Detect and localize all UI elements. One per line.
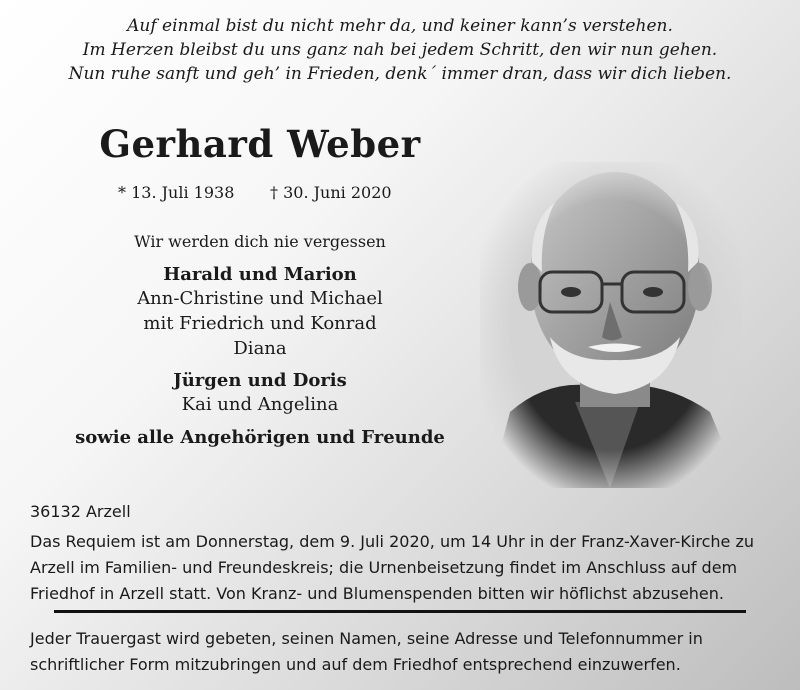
mourner-group-lead: Harald und Marion <box>163 264 357 285</box>
mourners-intro: Wir werden dich nie vergessen <box>134 232 386 251</box>
guest-note <box>30 626 778 678</box>
birth-date: * 13. Juli 1938 <box>118 183 235 202</box>
mourner-line: Kai und Angelina <box>181 394 339 415</box>
mourner-group-lead: Jürgen und Doris <box>173 370 347 391</box>
poem-line: Nun ruhe sanft und geh’ in Frieden, denk´ immer dran, dass wir dich lieben. <box>68 64 732 84</box>
mourners-block <box>0 232 520 448</box>
requiem-line: Arzell im Familien- und Freundeskreis; die Urnenbeisetzung findet im Anschluss auf dem <box>30 558 738 577</box>
poem-line: Im Herzen bleibst du uns ganz nah bei jedem Schritt, den wir nun gehen. <box>82 40 718 60</box>
mourner-line: mit Friedrich und Konrad <box>143 313 377 334</box>
death-date: † 30. Juni 2020 <box>270 183 392 202</box>
mourner-line: Diana <box>233 338 287 359</box>
note-line: schriftlicher Form mitzubringen und auf dem Friedhof entsprechend einzuwerfen. <box>30 655 681 674</box>
mourner-line: Ann-Christine und Michael <box>137 288 383 309</box>
portrait-photo <box>480 162 742 488</box>
poem-line: Auf einmal bist du nicht mehr da, und keiner kann’s verstehen. <box>127 16 673 36</box>
deceased-name: Gerhard Weber <box>99 122 421 166</box>
requiem-line: Friedhof in Arzell statt. Von Kranz- und Blumenspenden bitten wir höflichst abzusehen. <box>30 584 724 603</box>
requiem-notice <box>30 529 778 607</box>
location: 36132 Arzell <box>30 502 131 521</box>
requiem-line: Das Requiem ist am Donnerstag, dem 9. Juli 2020, um 14 Uhr in der Franz-Xaver-Kirche zu <box>30 532 754 551</box>
mourners-closing: sowie alle Angehörigen und Freunde <box>75 427 445 448</box>
memorial-poem <box>0 14 800 86</box>
note-line: Jeder Trauergast wird gebeten, seinen Namen, seine Adresse und Telefonnummer in <box>30 629 703 648</box>
divider <box>54 610 746 613</box>
